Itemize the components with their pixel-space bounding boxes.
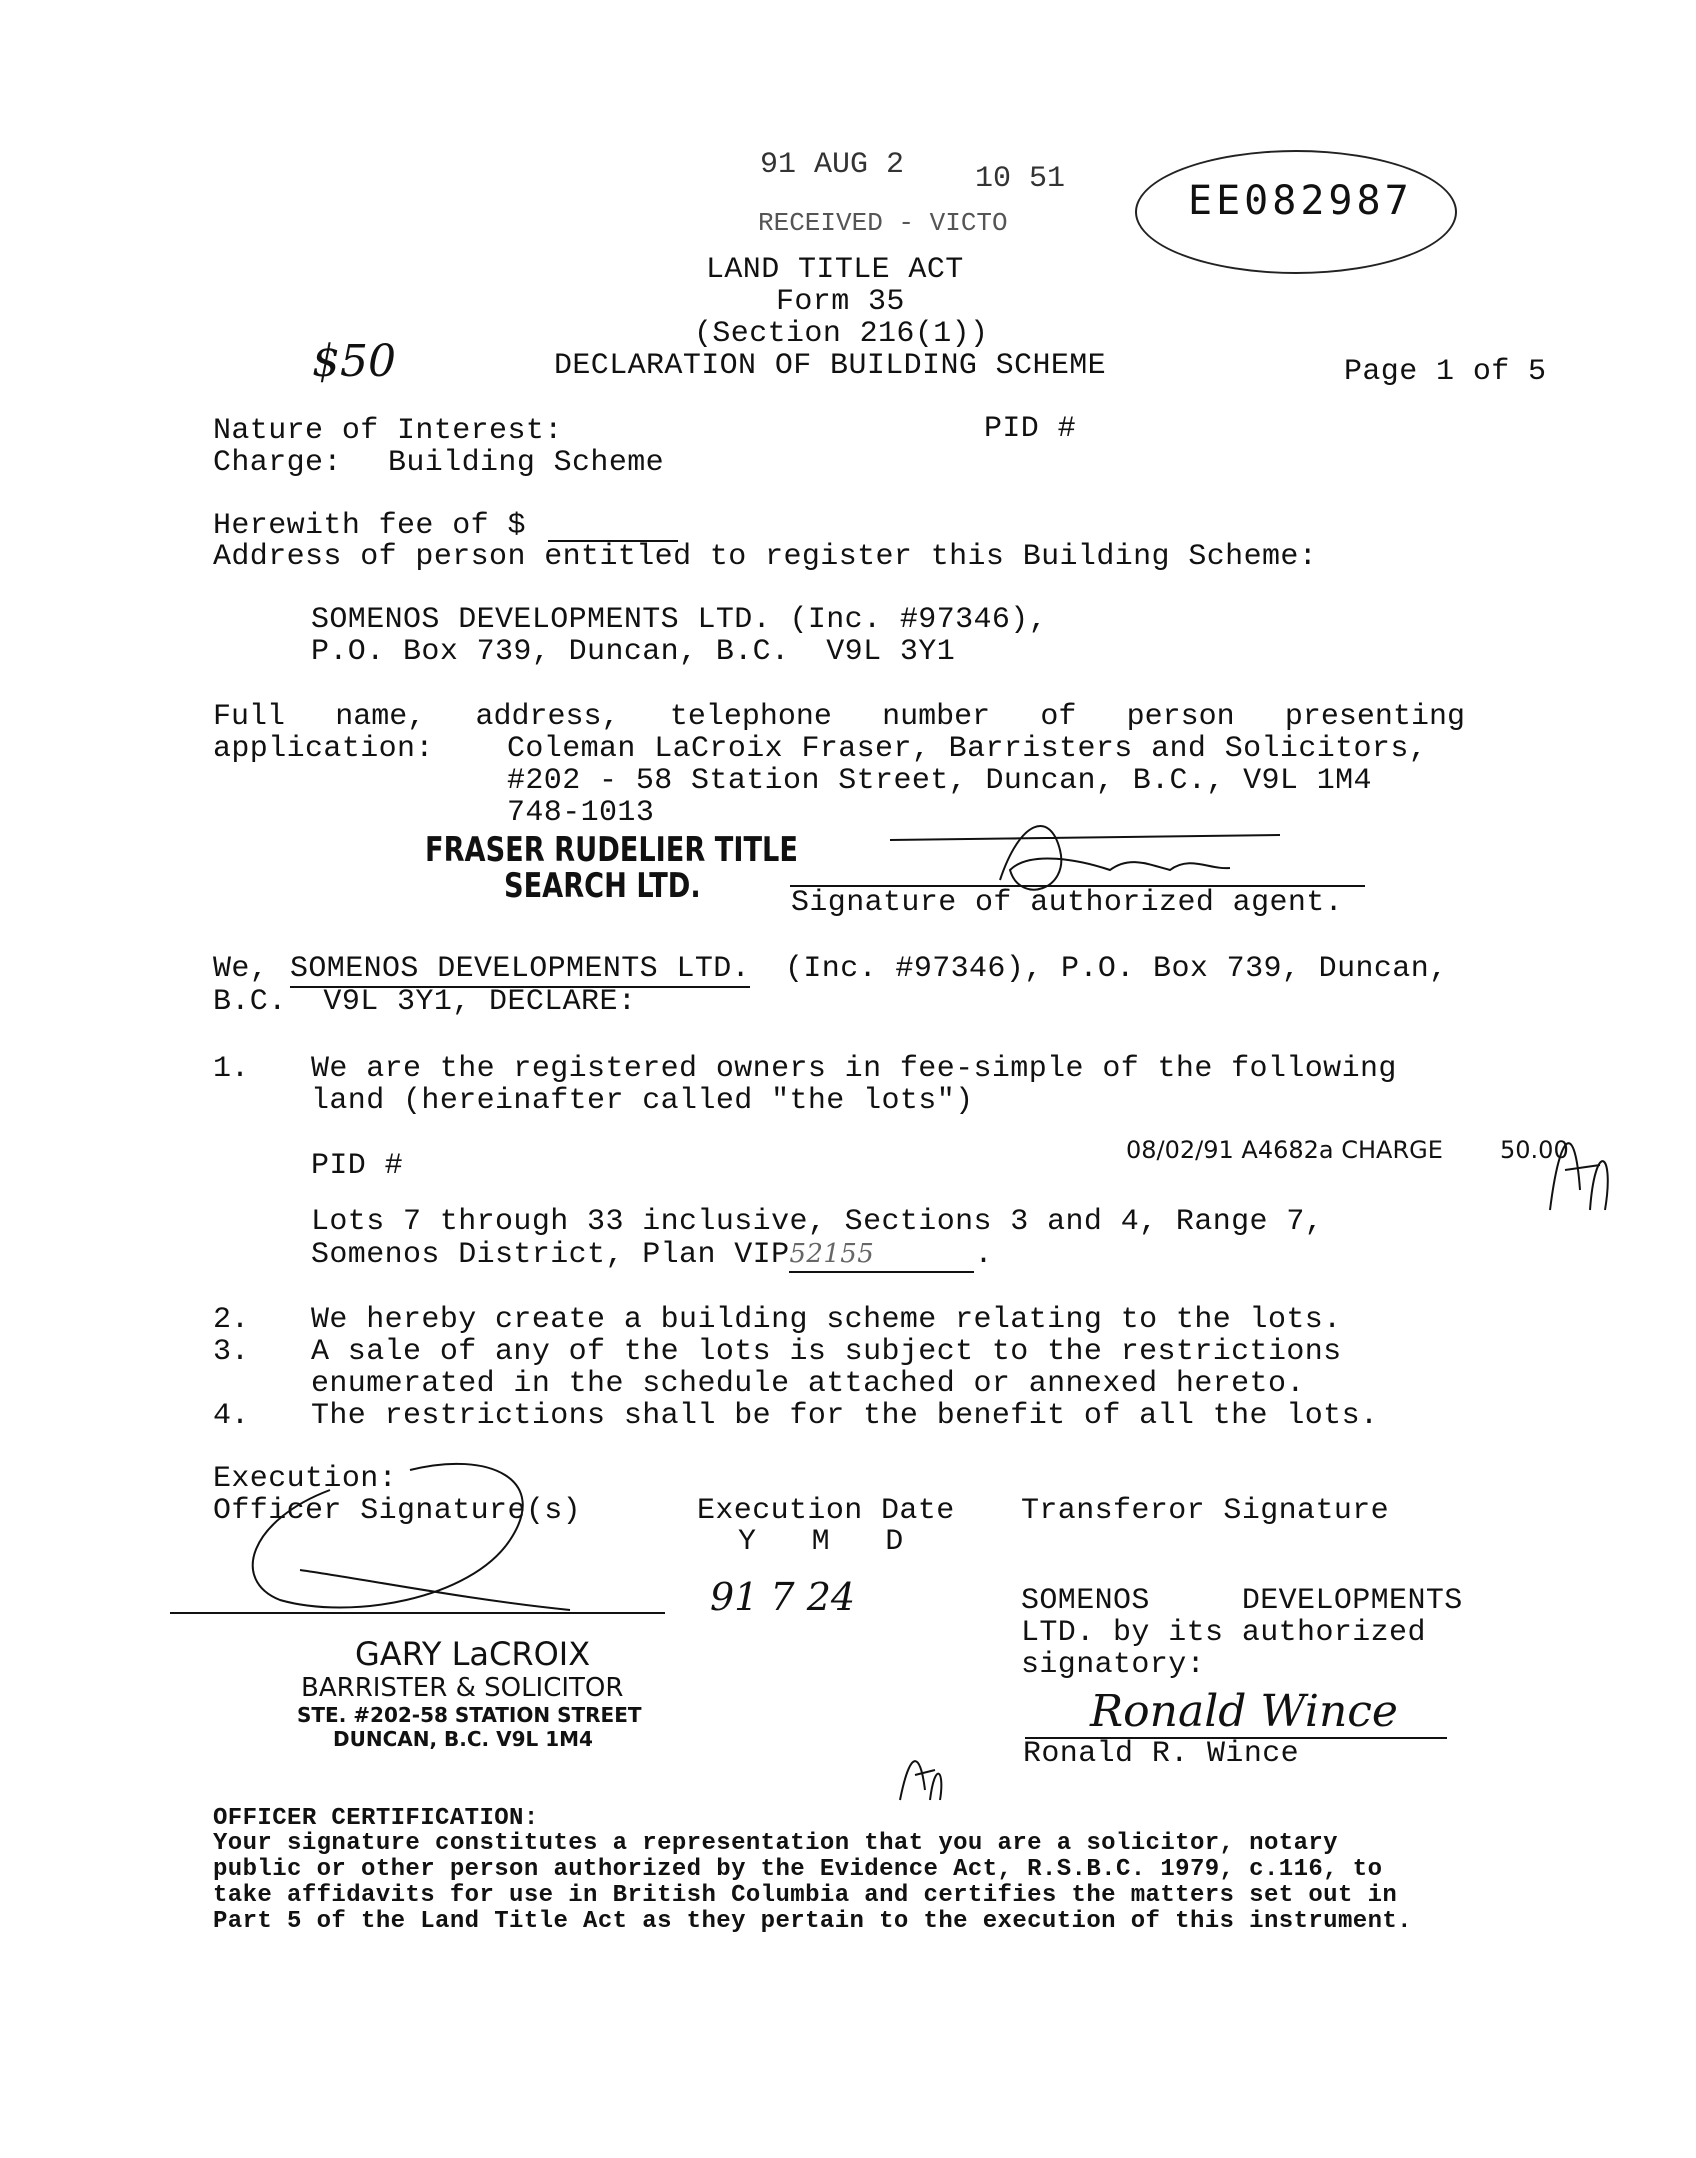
certification-heading: OFFICER CERTIFICATION: (213, 1805, 539, 1832)
officer-address2: DUNCAN, B.C. V9L 1M4 (333, 1727, 593, 1751)
received-stamp-text: RECEIVED - VICTO (758, 208, 1008, 238)
item-3-text2: enumerated in the schedule attached or annexed hereto. (311, 1367, 1305, 1401)
transferor-text3: signatory: (1021, 1648, 1206, 1682)
lots-line1: Lots 7 through 33 inclusive, Sections 3 and 4, Range 7, (311, 1205, 1324, 1239)
officer-title: BARRISTER & SOLICITOR (301, 1673, 624, 1703)
lots-pid-label: PID # (311, 1149, 404, 1183)
certification-line3: take affidavits for use in British Columbia and certifies the matters set out in (213, 1882, 1398, 1909)
agent-stamp-line1: FRASER RUDELIER TITLE (425, 830, 798, 870)
charge-value: Building Scheme (388, 446, 665, 480)
presenter-phone: 748-1013 (507, 796, 655, 830)
received-stamp-date: 91 AUG 2 (760, 148, 905, 182)
presenter-line1: Coleman LaCroix Fraser, Barristers and Solicitors, (507, 732, 1428, 766)
owner-address-line2: P.O. Box 739, Duncan, B.C. V9L 3Y1 (311, 635, 956, 669)
document-title: DECLARATION OF BUILDING SCHEME (554, 349, 1107, 383)
certification-line1: Your signature constitutes a representation that you are a solicitor, notary (213, 1830, 1338, 1857)
charge-label: Charge: (213, 446, 342, 480)
item-2-text1: We hereby create a building scheme relating to the lots. (311, 1303, 1342, 1337)
act-name: LAND TITLE ACT (706, 253, 964, 287)
lots-line2: Somenos District, Plan VIP52155 . (311, 1238, 993, 1272)
item-1-text2: land (hereinafter called "the lots") (311, 1084, 974, 1118)
declaration-we: We, (213, 952, 269, 986)
page-indicator: Page 1 of 5 (1344, 355, 1547, 389)
agent-signature-caption: Signature of authorized agent. (791, 886, 1344, 920)
nature-of-interest-label: Nature of Interest: (213, 414, 563, 448)
declaration-line2: B.C. V9L 3Y1, DECLARE: (213, 985, 637, 1019)
item-4-text1: The restrictions shall be for the benefit of all the lots. (311, 1399, 1379, 1433)
presenter-line2: #202 - 58 Station Street, Duncan, B.C., V9L 1M4 (507, 764, 1372, 798)
declaration-rest: (Inc. #97346), P.O. Box 739, Duncan, (785, 952, 1448, 986)
handwritten-fee: $50 (312, 336, 396, 387)
transferor-signature: Ronald Wince (1090, 1686, 1398, 1737)
transferor-text2: LTD. by its authorized (1021, 1616, 1426, 1650)
document-number: EE082987 (1188, 178, 1413, 224)
transferor-signature-label: Transferor Signature (1021, 1494, 1390, 1528)
officer-signature-label: Officer Signature(s) (213, 1494, 582, 1528)
form-number: Form 35 (776, 285, 905, 319)
certification-line2: public or other person authorized by the Evidence Act, R.S.B.C. 1979, c.116, to (213, 1856, 1383, 1883)
officer-signature-line (170, 1612, 665, 1614)
pid-label: PID # (984, 412, 1077, 446)
execution-date-label: Execution Date (697, 1494, 955, 1528)
execution-date-value: 91 7 24 (710, 1575, 856, 1619)
item-3-number: 3. (213, 1335, 250, 1369)
certification-line4: Part 5 of the Land Title Act as they pertain to the execution of this instrument. (213, 1908, 1412, 1935)
execution-heading: Execution: (213, 1462, 398, 1496)
transferor-name: Ronald R. Wince (1023, 1737, 1300, 1771)
item-3-text1: A sale of any of the lots is subject to the restrictions (311, 1335, 1342, 1369)
charge-amount: 50.00 (1500, 1136, 1569, 1164)
item-1-text1: We are the registered owners in fee-simple of the following (311, 1052, 1397, 1086)
agent-stamp-line2: SEARCH LTD. (504, 866, 701, 906)
plan-number: 52155 (789, 1238, 974, 1273)
owner-address-line1: SOMENOS DEVELOPMENTS LTD. (Inc. #97346), (311, 603, 1048, 637)
item-2-number: 2. (213, 1303, 250, 1337)
received-stamp-time: 10 51 (975, 162, 1066, 196)
transferor-text1: SOMENOS DEVELOPMENTS (1021, 1584, 1463, 1618)
application-label: application: (213, 732, 434, 766)
declaration-company: SOMENOS DEVELOPMENTS LTD. (290, 952, 751, 986)
presenter-label: Full name, address, telephone number of person presenting (213, 700, 1465, 734)
fee-label: Herewith fee of $ (213, 509, 526, 543)
section-reference: (Section 216(1)) (694, 317, 989, 351)
execution-date-ymd: Y M D (738, 1525, 904, 1559)
charge-stamp: 08/02/91 A4682a CHARGE (1126, 1136, 1443, 1164)
address-label: Address of person entitled to register this Building Scheme: (213, 540, 1318, 574)
officer-address1: STE. #202-58 STATION STREET (297, 1703, 642, 1727)
item-4-number: 4. (213, 1399, 250, 1433)
officer-name: GARY LaCROIX (355, 1635, 591, 1673)
officer-signature (170, 1450, 670, 1650)
initials-mark (890, 1740, 950, 1810)
item-1-number: 1. (213, 1052, 250, 1086)
charge-initials-mark (1530, 1110, 1620, 1220)
